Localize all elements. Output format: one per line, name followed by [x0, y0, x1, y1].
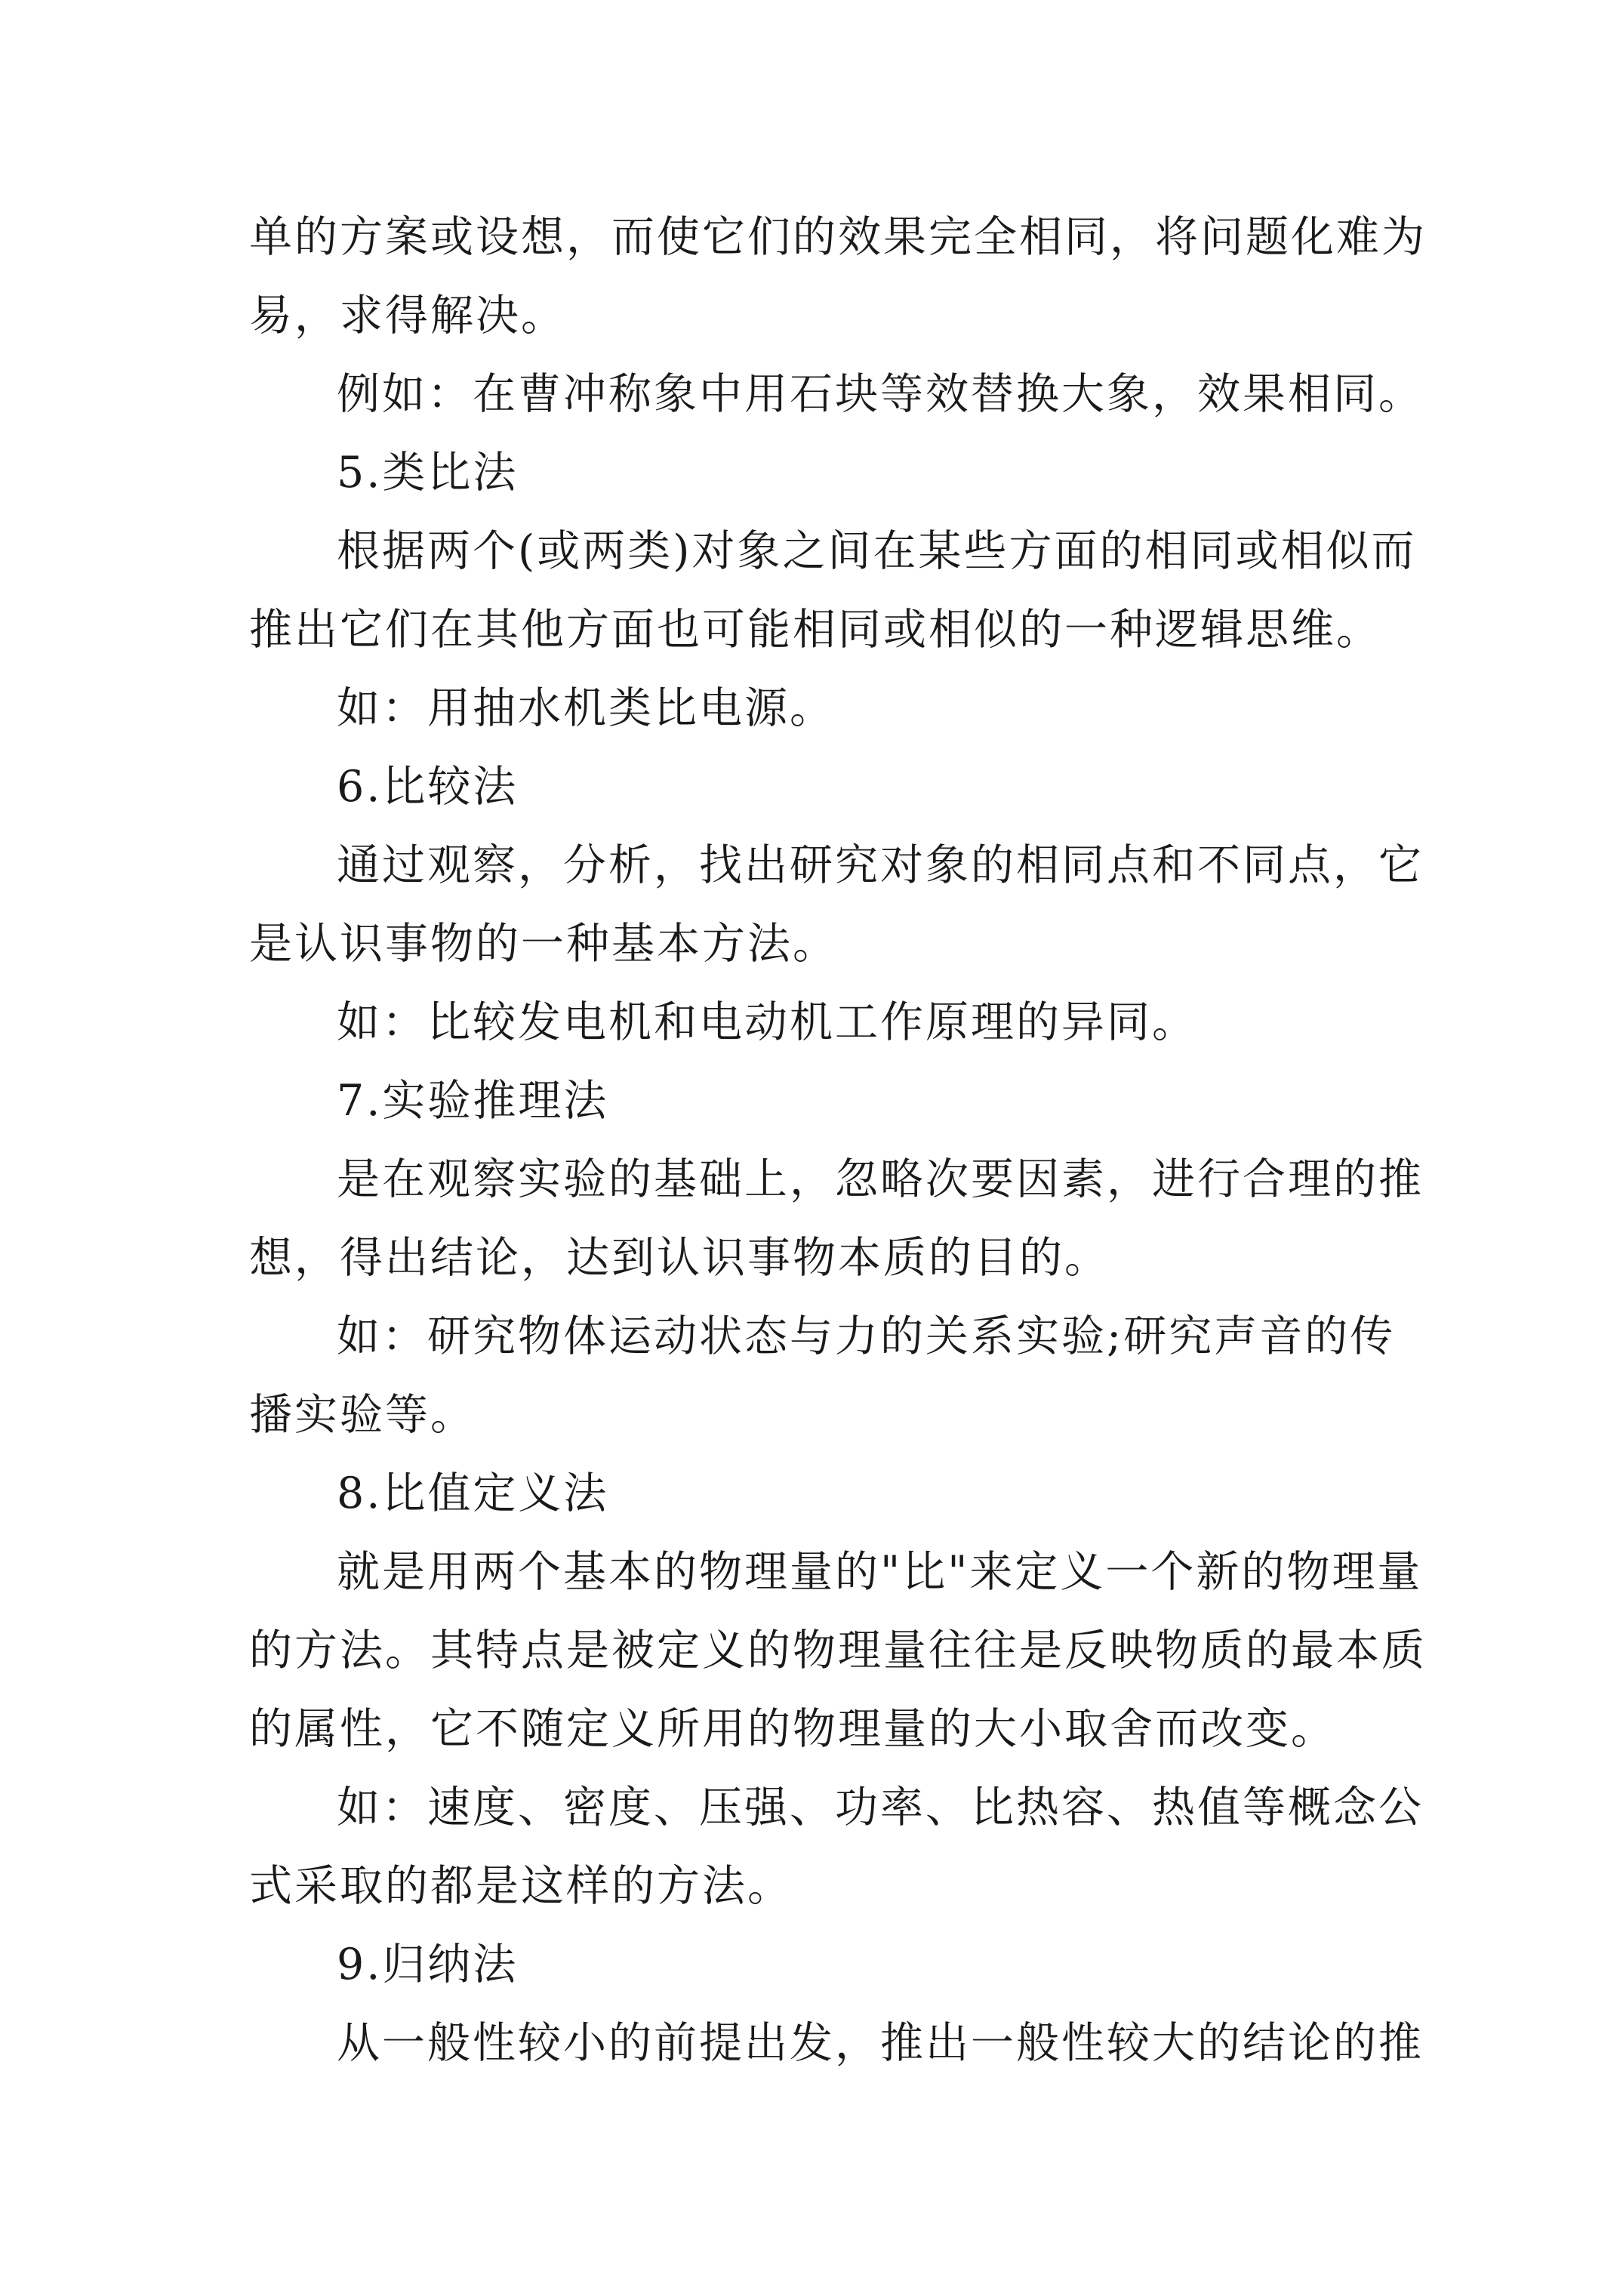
text-line: 式采取的都是这样的方法。 [249, 1861, 793, 1911]
section-heading: 9.归纳法 [337, 1940, 519, 1989]
text-line: 的属性，它不随定义所用的物理量的大小取舍而改变。 [249, 1704, 1336, 1754]
section-heading: 5.类比法 [337, 448, 519, 498]
text-line: 单的方案或设想，而使它们的效果完全相同，将问题化难为 [249, 212, 1427, 262]
example-line: 例如：在曹冲称象中用石块等效替换大象，效果相同。 [337, 369, 1424, 419]
document-body [249, 198, 1427, 2082]
text-line: 推出它们在其他方面也可能相同或相似的一种逻辑思维。 [249, 605, 1381, 655]
text-line: 是认识事物的一种基本方法。 [249, 919, 838, 969]
text-line: 从一般性较小的前提出发，推出一般性较大的结论的推 [337, 2018, 1424, 2068]
text-line: 根据两个(或两类)对象之间在某些方面的相同或相似而 [337, 526, 1417, 576]
text-line: 易，求得解决。 [249, 291, 566, 341]
section-heading: 8.比值定义法 [337, 1469, 609, 1518]
example-line: 如：用抽水机类比电源。 [337, 683, 835, 733]
text-line: 就是用两个基本的物理量的"比"来定义一个新的物理量 [337, 1547, 1423, 1597]
text-line: 通过观察，分析，找出研究对象的相同点和不同点，它 [337, 840, 1424, 890]
text-line: 的方法。其特点是被定义的物理量往往是反映物质的最本质 [249, 1626, 1427, 1675]
example-line: 如：比较发电机和电动机工作原理的异同。 [337, 997, 1197, 1047]
text-line: 想，得出结论，达到认识事物本质的目的。 [249, 1233, 1110, 1283]
section-heading: 6.比较法 [337, 762, 519, 812]
section-heading: 7.实验推理法 [337, 1076, 609, 1126]
text-line: 播实验等。 [249, 1390, 476, 1440]
example-line: 如：研究物体运动状态与力的关系实验;研究声音的传 [337, 1311, 1396, 1361]
example-line: 如：速度、密度、压强、功率、比热容、热值等概念公 [337, 1783, 1424, 1832]
text-line: 是在观察实验的基础上，忽略次要因素，进行合理的推 [337, 1154, 1424, 1204]
